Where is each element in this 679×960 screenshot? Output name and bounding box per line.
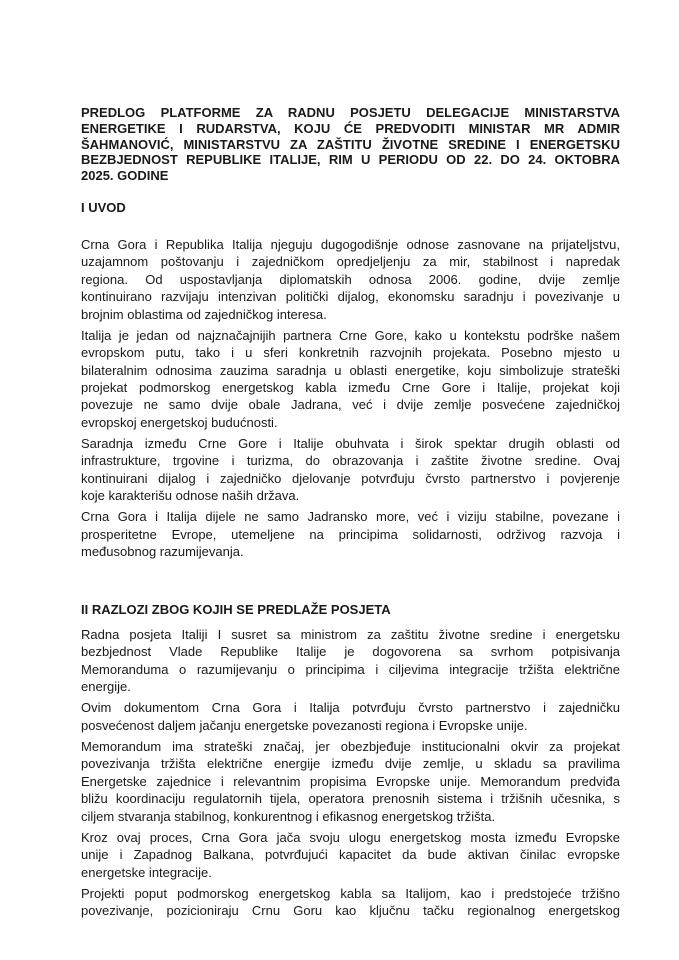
paragraph-line: Memoranduma o razumijevanju o principima i ciljevima integracije tržišta električne: [81, 661, 620, 677]
paragraph-line: Memorandum ima strateški značaj, jer obezbjeđuje institucionalni okvir za projekat: [81, 739, 620, 755]
paragraph: [81, 435, 620, 505]
paragraph-line: brojnim oblastima od zajedničkog interesa.: [81, 306, 327, 322]
paragraph-line: Radna posjeta Italiji I susret sa ministrom za zaštitu životne sredine i energetsku: [81, 627, 620, 642]
paragraph: [81, 508, 620, 560]
title-line: BEZBJEDNOST REPUBLIKE ITALIJE, RIM U PERIODU OD 22. DO 24. OKTOBRA: [81, 152, 620, 168]
paragraph-line: Energetske zajednice i relevantnim propisima Evropske unije. Memorandum predviđa: [81, 773, 620, 789]
paragraph-line: Crna Gora i Republika Italija njeguju dugogodišnje odnose zasnovane na prijateljstvu,: [81, 237, 620, 252]
paragraph: [81, 327, 620, 431]
paragraph-line: energetske integracije.: [81, 864, 212, 880]
paragraph-line: projekat podmorskog energetskog kabla između Crne Gore i Italije, projekat koji: [81, 380, 620, 396]
paragraph-line: evropskoj energetskoj budućnosti.: [81, 414, 278, 430]
paragraph-line: kontinuirano razvijaju intenzivan politički dijalog, ekonomsku saradnju i povezivanje u: [81, 289, 620, 305]
paragraph-line: koje karakterišu odnose naših država.: [81, 488, 300, 504]
paragraph-line: evropskom putu, tako i u sferi konkretnih razvojnih projekata. Posebno mjesto u: [81, 345, 620, 361]
paragraph-line: kontinuirani dijalog i zajedničko djelovanje potvrđuju čvrsto partnerstvo i povjerenje: [81, 470, 620, 486]
paragraph-line: Kroz ovaj proces, Crna Gora jača svoju ulogu energetskog mosta između Evropske: [81, 829, 620, 845]
title-line: ENERGETIKE I RUDARSTVA, KOJU ĆE PREDVODITI MINISTAR MR ADMIR: [81, 120, 620, 136]
paragraph-line: Crna Gora i Italija dijele ne samo Jadransko more, već i viziju stabilne, povezane i: [81, 509, 620, 525]
title-line: PREDLOG PLATFORME ZA RADNU POSJETU DELEGACIJE MINISTARSTVA: [81, 105, 620, 120]
paragraph-line: bezbjednost Vlade Republike Italije je dogovorena sa svrhom potpisivanja: [81, 644, 620, 660]
paragraph-line: Ovim dokumentom Crna Gora i Italija potvrđuju čvrsto partnerstvo i zajedničku: [81, 700, 620, 716]
paragraph-line: regiona. Od uspostavljanja diplomatskih odnosa 2006. godine, dvije zemlje: [81, 271, 620, 287]
document-title: [81, 105, 620, 184]
paragraph-line: povezuje ne samo dvije obale Jadrana, već i dvije zemlje posvećene zajedničkoj: [81, 397, 620, 413]
paragraph-line: bilateralnim odnosima zauzima saradnja u oblasti energetike, koju simbolizuje strateški: [81, 362, 620, 378]
paragraph: [81, 738, 620, 825]
paragraph-line: povezivanja tržišta električne energije između dvije zemlje, u skladu sa pravilima: [81, 756, 620, 772]
section-heading-uvod: I UVOD: [81, 200, 126, 215]
paragraph-line: Italija je jedan od najznačajnijih partnera Crne Gore, kako u kontekstu podrške našem: [81, 327, 620, 343]
paragraph-line: uzajamnom poštovanju i zajedničkom opredjeljenju za mir, stabilnost i napredak: [81, 254, 620, 270]
paragraph-line: bližu koordinaciju regulatornih tijela, operatora prenosnih sistema i tržišnih učesnika, s: [81, 791, 620, 807]
paragraph-line: međusobnog razumijevanja.: [81, 544, 244, 560]
section-body-uvod: [81, 236, 620, 565]
paragraph-line: Projekti poput podmorskog energetskog kabla sa Italijom, kao i predstojeće tržišno: [81, 885, 620, 901]
paragraph: [81, 885, 620, 920]
paragraph-line: energije.: [81, 679, 131, 695]
section-heading-razlozi: II RAZLOZI ZBOG KOJIH SE PREDLAŽE POSJETA: [81, 602, 391, 617]
paragraph: [81, 626, 620, 696]
paragraph-line: unije i Zapadnog Balkana, potvrđujući kapacitet da bude aktivan činilac evropske: [81, 847, 620, 863]
paragraph-line: povezivanje, pozicioniraju Crnu Goru kao ključnu tačku regionalnog energetskog: [81, 903, 620, 919]
paragraph-line: ciljem stvaranja stabilnog, konkurentnog i efikasnog energetskog tržišta.: [81, 808, 496, 824]
paragraph: [81, 829, 620, 881]
section-body-razlozi: [81, 626, 620, 923]
title-line: 2025. GODINE: [81, 168, 169, 184]
paragraph: [81, 699, 620, 734]
paragraph-line: prosperitetne Evrope, utemeljene na principima solidarnosti, održivog razvoja i: [81, 526, 620, 542]
title-line: ŠAHMANOVIĆ, MINISTARSTVU ZA ZAŠTITU ŽIVOTNE SREDINE I ENERGETSKU: [81, 136, 620, 152]
paragraph-line: posvećenost daljem jačanju energetske povezanosti regiona i Evropske unije.: [81, 717, 528, 733]
paragraph-line: Saradnja između Crne Gore i Italije obuhvata i širok spektar drugih oblasti od: [81, 436, 620, 452]
paragraph-line: infrastrukture, trgovine i turizma, do obrazovanja i zaštite životne sredine. Ovaj: [81, 453, 620, 469]
paragraph: [81, 236, 620, 323]
